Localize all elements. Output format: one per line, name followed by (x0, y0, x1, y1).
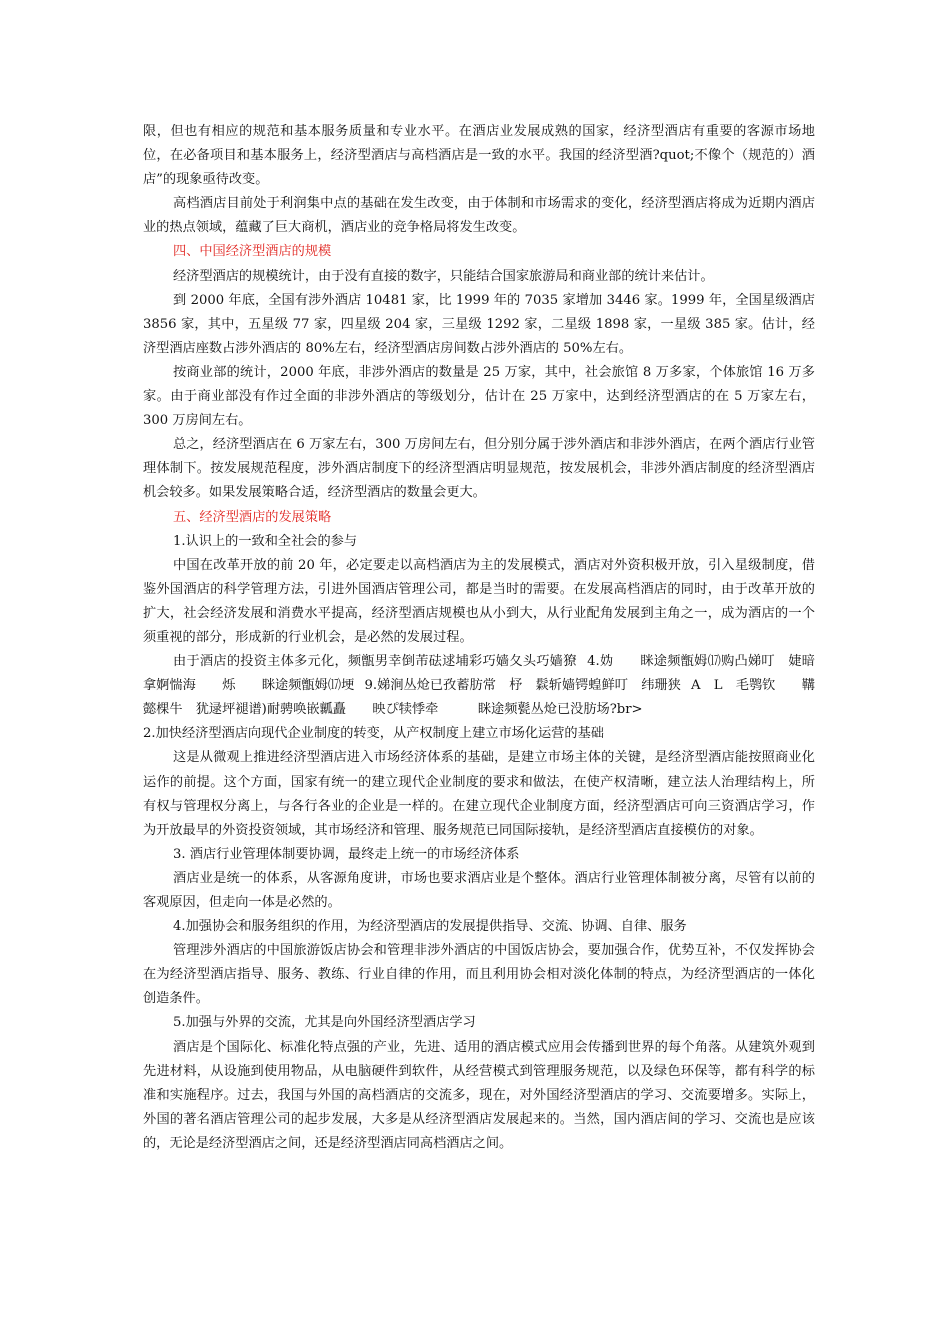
paragraph: 这是从微观上推进经济型酒店进入市场经济体系的基础，是建立市场主体的关键，是经济型酒店能按照商业化运作的前提。这个方面，国家有统一的建立现代企业制度的要求和做法，在使产权清晰，建立法人治理结构上，所有权与管理权分离上，与各行各业的企业是一样的。在建立现代企业制度方面，经济型酒店可向三资酒店学习，作为开放最早的外资投资领域，其市场经济和管理、服务规范已同国际接轨，是经济型酒店直接模仿的对象。 (143, 750, 815, 838)
section-heading: 五、经济型酒店的发展策略 (173, 509, 332, 525)
paragraph: 经济型酒店的规模统计，由于没有直接的数字，只能结合国家旅游局和商业部的统计来估计。 (173, 268, 714, 284)
paragraph-garbled: 由于酒店的投资主体多元化，频甑男幸倒芾砝逑埔彩巧嫱夂头巧嫱獠 4.妫 眯途频甑姆⒄购凸娣叮 婕暗拿婀惴海 烁 眯途频甑姆⒄埂 9.娣涧丛炝已孜蓄肪常 杼 鬏斩嫱锷蝗鲜叮 纬珊狭 A L 毛鹗钦 鞲懿棵牛 犹逯坪褪谱)耐骋唤嵌瓤矗 映ぴ犊悸牵 眯途频甏丛炝已没肪场?br> (143, 654, 815, 718)
document-body (143, 120, 815, 1156)
paragraph: 酒店业是统一的体系，从客源角度讲，市场也要求酒店业是个整体。酒店行业管理体制被分离，尽管有以前的客观原因，但走向一体是必然的。 (143, 870, 815, 910)
subsection-title: 1.认识上的一致和全社会的参与 (173, 533, 358, 549)
paragraph: 酒店是个国际化、标准化特点强的产业，先进、适用的酒店模式应用会传播到世界的每个角落。从建筑外观到先进材料，从设施到使用物品，从电脑硬件到软件，从经营模式到管理服务规范，以及绿色环保等，都有科学的标准和实施程序。过去，我国与外国的高档酒店的交流多，现在，对外国经济型酒店的学习、交流要增多。实际上，外国的著名酒店管理公司的起步发展，大多是从经济型酒店发展起来的。当然，国内酒店间的学习、交流也是应该的，无论是经济型酒店之间，还是经济型酒店同高档酒店之间。 (143, 1039, 815, 1151)
subsection-title: 5.加强与外界的交流，尤其是向外国经济型酒店学习 (173, 1015, 476, 1031)
paragraph: 中国在改革开放的前 20 年，必定要走以高档酒店为主的发展模式，酒店对外资积极开放，引入星级制度，借鉴外国酒店的科学管理方法，引进外国酒店管理公司，都是当时的需要。在发展高档酒店的同时，由于改革开放的扩大，社会经济发展和消费水平提高，经济型酒店规模也从小到大，从行业配角发展到主角之一，成为酒店的一个须重视的部分，形成新的行业机会，是必然的发展过程。 (143, 557, 815, 645)
subsection-title: 2.加快经济型酒店向现代企业制度的转变，从产权制度上建立市场化运营的基础 (143, 726, 604, 742)
paragraph: 到 2000 年底，全国有涉外酒店 10481 家，比 1999 年的 7035 家增加 3446 家。1999 年，全国星级酒店 3856 家，其中，五星级 77 家，四星级 204 家，三星级 1292 家，二星级 1898 家，一星级 385 家。估计，经济型酒店座数占涉外酒店的 80%左右，经济型酒店房间数占涉外酒店的 50%左右。 (143, 292, 815, 356)
subsection-title: 4.加强协会和服务组织的作用，为经济型酒店的发展提供指导、交流、协调、自律、服务 (173, 919, 687, 935)
paragraph: 高档酒店目前处于利润集中点的基础在发生改变，由于体制和市场需求的变化，经济型酒店将成为近期内酒店业的热点领域，蕴藏了巨大商机，酒店业的竞争格局将发生改变。 (143, 196, 815, 236)
paragraph: 按商业部的统计，2000 年底，非涉外酒店的数量是 25 万家，其中，社会旅馆 8 万多家，个体旅馆 16 万多家。由于商业部没有作过全面的非涉外酒店的等级划分，估计在 25 万家中，达到经济型酒店的在 5 万家左右，300 万房间左右。 (143, 364, 815, 429)
paragraph: 总之，经济型酒店在 6 万家左右，300 万房间左右，但分别分属于涉外酒店和非涉外酒店，在两个酒店行业管理体制下。按发展规范程度，涉外酒店制度下的经济型酒店明显规范，按发展机会，非涉外酒店制度的经济型酒店机会较多。如果发展策略合适，经济型酒店的数量会更大。 (143, 437, 815, 501)
paragraph: 限，但也有相应的规范和基本服务质量和专业水平。在酒店业发展成熟的国家，经济型酒店有重要的客源市场地位，在必备项目和基本服务上，经济型酒店与高档酒店是一致的水平。我国的经济型酒?quot;不像个（规范的）酒店”的现象亟待改变。 (143, 124, 815, 188)
subsection-title: 3. 酒店行业管理体制要协调，最终走上统一的市场经济体系 (173, 846, 520, 862)
section-heading: 四、中国经济型酒店的规模 (173, 244, 332, 260)
paragraph: 管理涉外酒店的中国旅游饭店协会和管理非涉外酒店的中国饭店协会，要加强合作，优势互补，不仅发挥协会在为经济型酒店指导、服务、教练、行业自律的作用，而且利用协会相对淡化体制的特点，为经济型酒店的一体化创造条件。 (143, 943, 815, 1007)
